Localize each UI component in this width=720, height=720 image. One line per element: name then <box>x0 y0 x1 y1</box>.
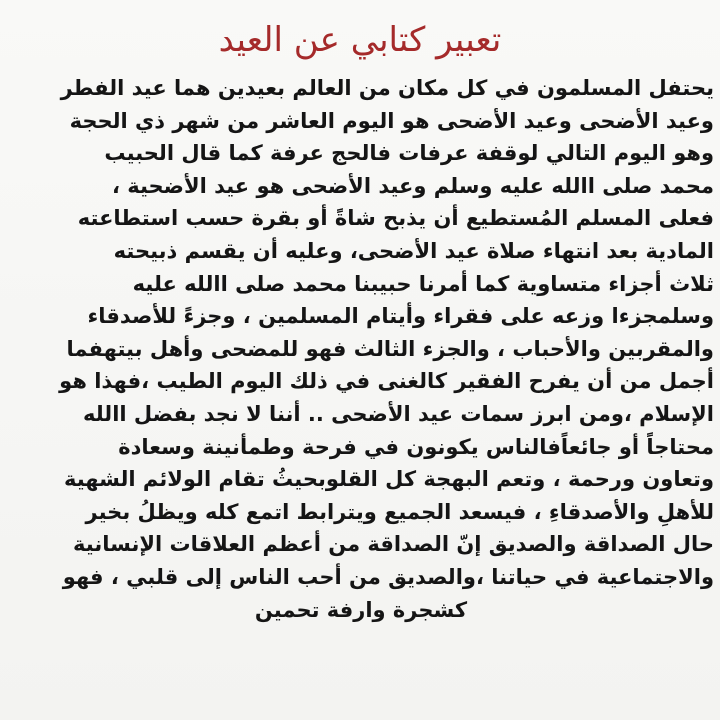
body-line: محمد صلى االله عليه وسلم وعيد الأضحى هو عيد الأضحية ، <box>111 173 714 198</box>
body-line: أجمل من أن يفرح الفقير كالغنى في ذلك اليوم الطيب ،فهذا هو <box>59 369 714 394</box>
body-line: حال الصداقة والصديق إنّ الصداقة من أعظم العلاقات الإنسانية <box>73 532 714 557</box>
body-line: وهو اليوم التالي لوقفة عرفات فالحج عرفة كما قال الحبيب <box>104 141 714 166</box>
body-line: والمقربين والأحباب ، والجزء الثالث فهو للمضحى وأهل بيتهفما <box>66 336 714 361</box>
body-line: محتاجاً أو جائعاًفالناس يكونون في فرحة وطمأنينة وسعادة <box>118 434 714 459</box>
body-line: والاجتماعية في حياتنا ،والصديق من أحب الناس إلى قلبي ، فهو <box>62 564 714 589</box>
body-line: وسلمجزءا وزعه على فقراء وأيتام المسلمين ، وجزءً للأصدقاء <box>87 304 714 329</box>
body-line: وعيد الأضحى وعيد الأضحى هو اليوم العاشر من شهر ذي الحجة <box>69 108 714 133</box>
body-line-last: كشجرة وارفة تحمين <box>254 597 468 622</box>
body-line: ثلاث أجزاء متساوية كما أمرنا حبيبنا محمد صلى االله عليه <box>132 271 714 296</box>
body-line: يحتفل المسلمون في كل مكان من العالم بعيدين هما عيد الفطر <box>60 76 714 100</box>
body-line: المادية بعد انتهاء صلاة عيد الأضحى، وعليه أن يقسم ذبيحته <box>113 238 714 263</box>
document-title: تعبير كتابي عن العيد <box>218 20 502 60</box>
body-line: للأهلِ والأصدقاءِ ، فيسعد الجميع ويترابط اتمع كله ويظلُ بخير <box>85 499 714 524</box>
body-line: الإسلام ،ومن ابرز سمات عيد الأضحى .. أننا لا نجد بفضل االله <box>83 401 714 426</box>
body-line: فعلى المسلم المُستطيع أن يذبح شاةً أو بقرة حسب استطاعته <box>77 206 714 231</box>
body-line: وتعاون ورحمة ، وتعم البهجة كل القلوبحيثُ تقام الولائم الشهية <box>63 467 714 492</box>
document-body <box>8 72 714 626</box>
